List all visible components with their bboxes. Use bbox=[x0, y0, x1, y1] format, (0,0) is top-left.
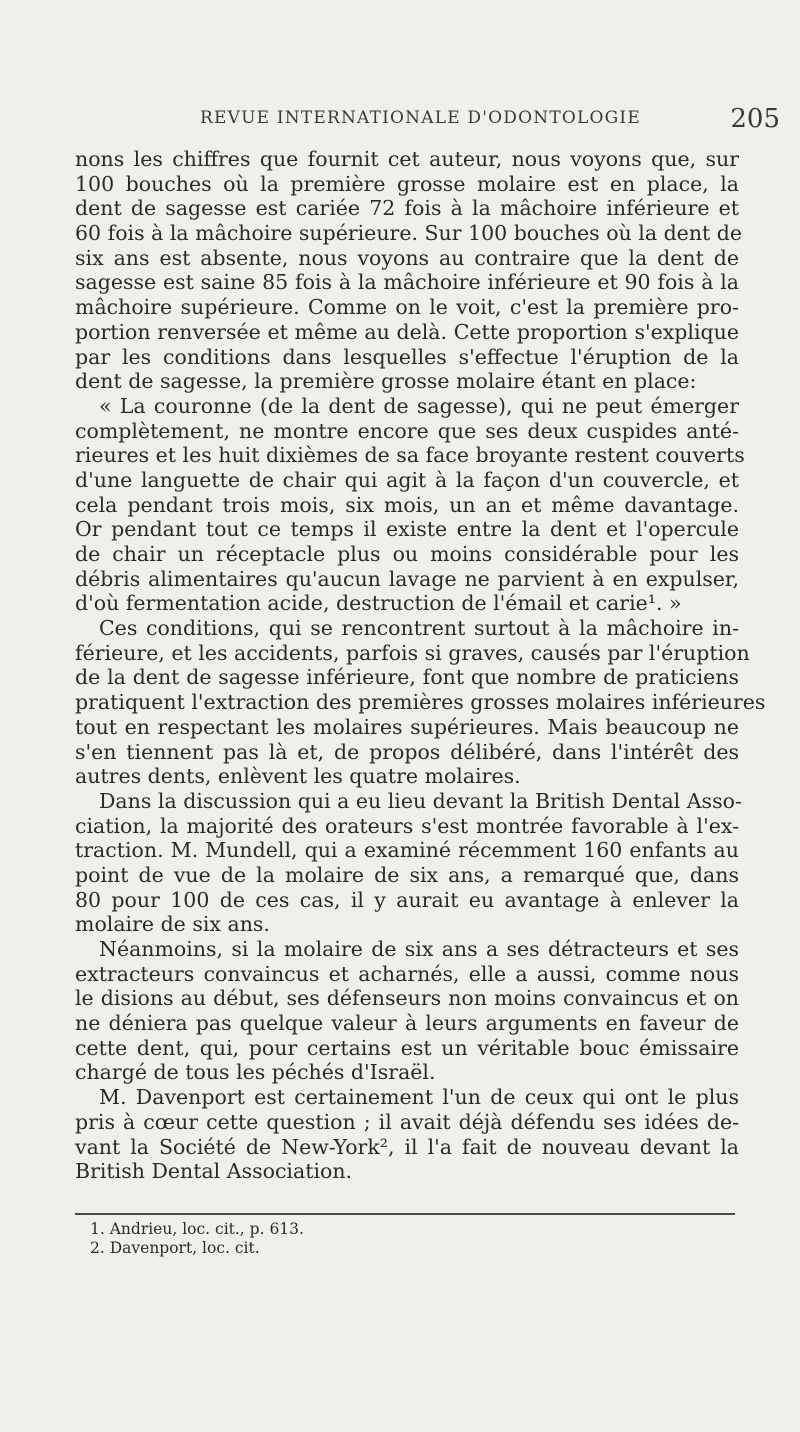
text-line: point de vue de la molaire de six ans, a remarqué que, dans bbox=[75, 862, 739, 887]
footnote-divider bbox=[75, 1213, 735, 1215]
text-line: Néanmoins, si la molaire de six ans a ses détracteurs et ses bbox=[99, 937, 739, 961]
text-line: « La couronne (de la dent de sagesse), qui ne peut émerger bbox=[99, 393, 739, 418]
text-line: extracteurs convaincus et acharnés, elle a aussi, comme nous bbox=[75, 961, 739, 986]
text-line: Ces conditions, qui se rencontrent surtout à la mâchoire in- bbox=[99, 616, 739, 641]
text-line: pratiquent l'extraction des premières grosses molaires inférieures bbox=[75, 690, 766, 715]
text-line: ne déniera pas quelque valeur à leurs arguments en faveur de bbox=[75, 1011, 739, 1036]
text-line: débris alimentaires qu'aucun lavage ne parvient à en expulser, bbox=[75, 566, 739, 591]
text-line: M. Davenport est certainement l'un de ceux qui ont le plus bbox=[99, 1085, 739, 1110]
text-line: vant la Société de New-York², il l'a fait de nouveau devant la bbox=[75, 1134, 739, 1159]
text-line: nons les chiffres que fournit cet auteur, nous voyons que, sur bbox=[75, 147, 739, 171]
text-line: British Dental Association. bbox=[75, 1159, 353, 1184]
text-line: dent de sagesse, la première grosse molaire étant en place: bbox=[75, 369, 697, 394]
text-line: dent de sagesse est cariée 72 fois à la mâchoire inférieure et bbox=[75, 196, 739, 221]
text-line: tout en respectant les molaires supérieures. Mais beaucoup ne bbox=[75, 714, 739, 739]
running-title: REVUE INTERNATIONALE D'ODONTOLOGIE bbox=[200, 108, 641, 128]
footnote-1: 1. Andrieu, loc. cit., p. 613. bbox=[90, 1220, 304, 1238]
text-line: mâchoire supérieure. Comme on le voit, c'est la première pro- bbox=[75, 295, 739, 320]
text-line: 80 pour 100 de ces cas, il y aurait eu avantage à enlever la bbox=[75, 887, 739, 912]
text-line: de chair un réceptacle plus ou moins considérable pour les bbox=[75, 542, 739, 566]
text-line: rieures et les huit dixièmes de sa face broyante restent couverts bbox=[75, 443, 745, 468]
text-line: ciation, la majorité des orateurs s'est montrée favorable à l'ex- bbox=[75, 813, 739, 838]
text-line: autres dents, enlèvent les quatre molaires. bbox=[75, 764, 521, 789]
text-line: 60 fois à la mâchoire supérieure. Sur 100 bouches où la dent de bbox=[75, 221, 743, 246]
text-line: six ans est absente, nous voyons au contraire que la dent de bbox=[75, 245, 739, 270]
text-line: complètement, ne montre encore que ses deux cuspides anté- bbox=[75, 418, 739, 443]
footnote-2: 2. Davenport, loc. cit. bbox=[90, 1239, 260, 1257]
text-line: d'où fermentation acide, destruction de l'émail et carie¹. » bbox=[75, 591, 682, 616]
text-line: Dans la discussion qui a eu lieu devant la British Dental Asso- bbox=[99, 788, 742, 813]
text-line: par les conditions dans lesquelles s'effectue l'éruption de la bbox=[75, 344, 739, 369]
text-line: s'en tiennent pas là et, de propos délibéré, dans l'intérêt des bbox=[75, 739, 739, 764]
text-line: 100 bouches où la première grosse molaire est en place, la bbox=[75, 171, 739, 196]
text-line: cela pendant trois mois, six mois, un an et même davantage. bbox=[75, 492, 739, 517]
text-line: sagesse est saine 85 fois à la mâchoire inférieure et 90 fois à la bbox=[75, 270, 739, 295]
footnotes bbox=[75, 1220, 715, 1258]
text-line: traction. M. Mundell, qui a examiné récemment 160 enfants au bbox=[75, 838, 739, 863]
text-line: pris à cœur cette question ; il avait déjà défendu ses idées de- bbox=[75, 1109, 739, 1134]
body-text bbox=[75, 147, 766, 1184]
page-number: 205 bbox=[730, 104, 780, 134]
text-line: cette dent, qui, pour certains est un véritable bouc émissaire bbox=[75, 1035, 739, 1060]
text-line: férieure, et les accidents, parfois si graves, causés par l'éruption bbox=[75, 640, 750, 665]
text-line: chargé de tous les péchés d'Israël. bbox=[75, 1060, 436, 1085]
text-line: le disions au début, ses défenseurs non moins convaincus et on bbox=[75, 986, 739, 1011]
text-line: d'une languette de chair qui agit à la façon d'un couvercle, et bbox=[75, 467, 739, 492]
text-line: de la dent de sagesse inférieure, font que nombre de praticiens bbox=[75, 665, 739, 690]
text-line: portion renversée et même au delà. Cette proportion s'explique bbox=[75, 319, 739, 344]
text-line: Or pendant tout ce temps il existe entre la dent et l'opercule bbox=[75, 517, 739, 542]
text-line: molaire de six ans. bbox=[75, 912, 270, 937]
